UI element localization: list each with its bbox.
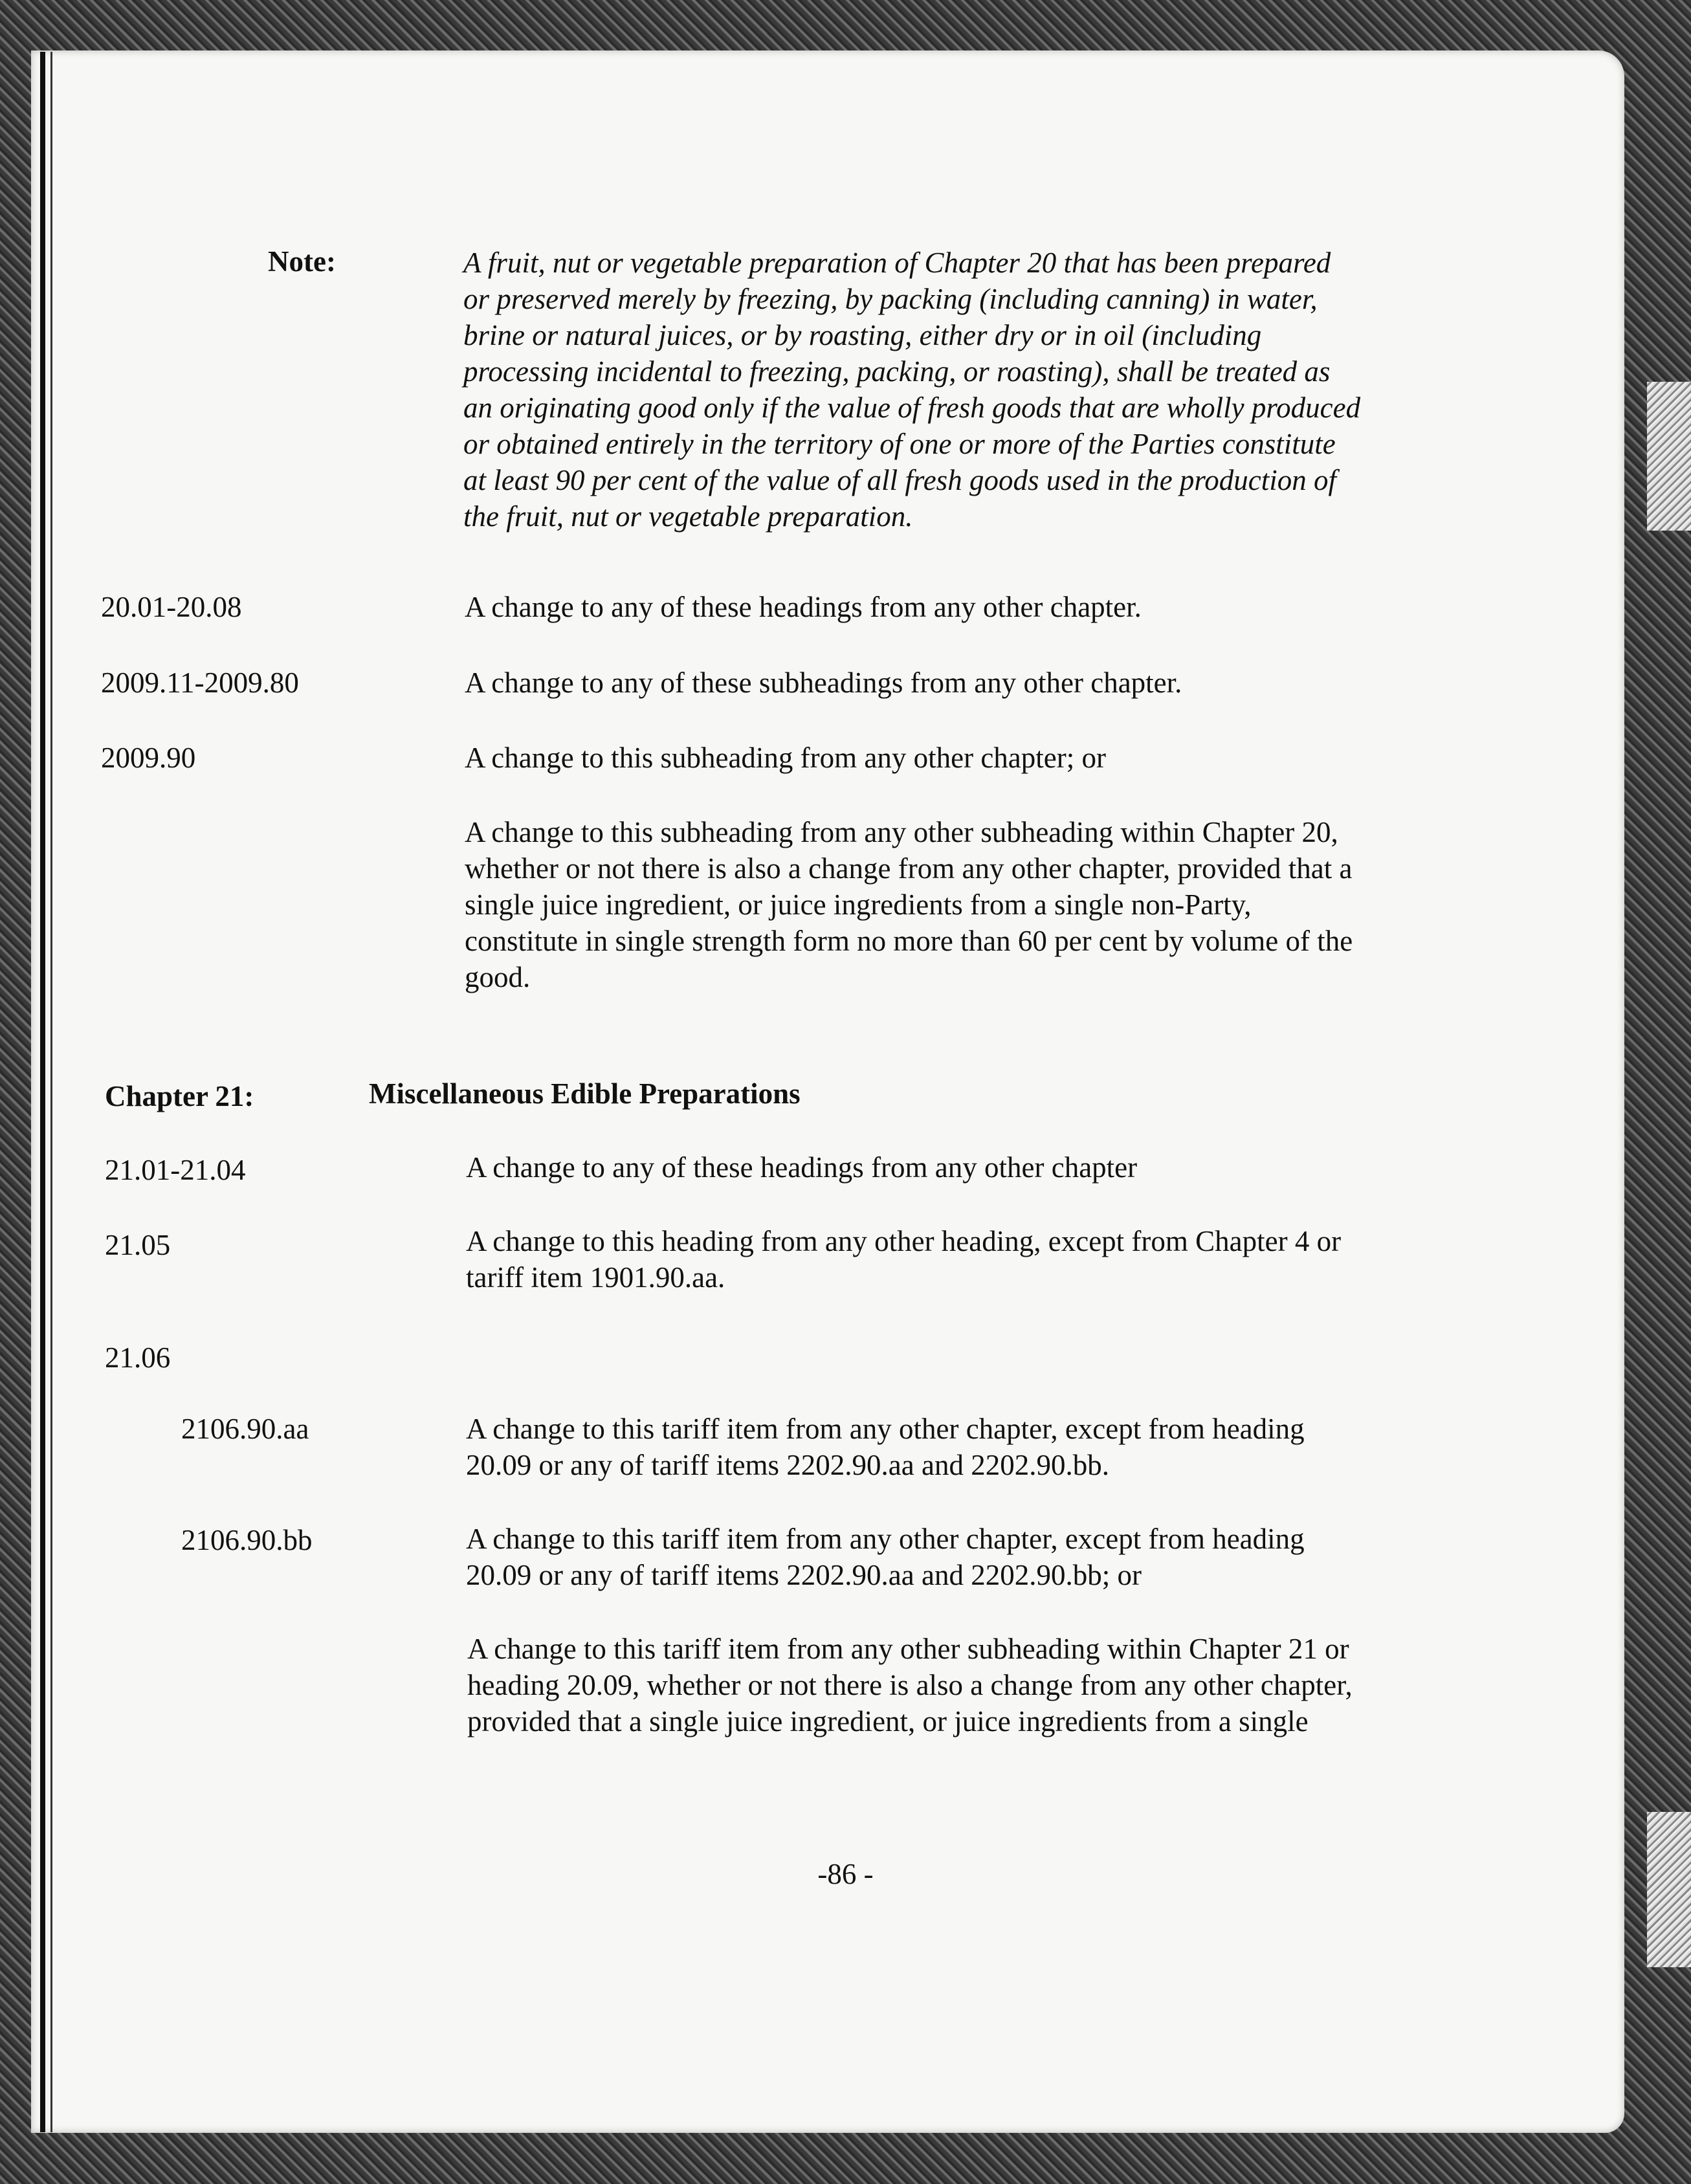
rule-line: A change to this subheading from any other subheading within Chapter 20,: [465, 816, 1338, 848]
rule-line: constitute in single strength form no more than 60 per cent by volume of the: [465, 925, 1353, 957]
rule-line: tariff item 1901.90.aa.: [466, 1261, 725, 1294]
rule-text: [466, 1149, 1137, 1186]
binding-edge: [40, 52, 45, 2132]
rule-code: 2009.11-2009.80: [101, 667, 299, 699]
rule-line: A change to this heading from any other heading, except from Chapter 4 or: [466, 1225, 1342, 1257]
rule-code: 20.01-20.08: [101, 591, 242, 623]
rule-line: A change to any of these subheadings from any other chapter.: [465, 667, 1182, 699]
note-line: brine or natural juices, or by roasting, either dry or in oil (including: [463, 319, 1262, 351]
chapter-title: Miscellaneous Edible Preparations: [369, 1077, 801, 1110]
rule-code: 2106.90.bb: [181, 1524, 313, 1556]
rule-text: [465, 814, 1353, 995]
rule-line: whether or not there is also a change from any other chapter, provided that a: [465, 852, 1353, 885]
rule-line: heading 20.09, whether or not there is also a change from any other chapter,: [467, 1669, 1353, 1701]
rule-line: single juice ingredient, or juice ingredients from a single non-Party,: [465, 888, 1252, 921]
rule-text: [465, 740, 1106, 776]
note-line: or obtained entirely in the territory of one or more of the Parties constitute: [463, 428, 1336, 460]
rule-line: 20.09 or any of tariff items 2202.90.aa and 2202.90.bb; or: [466, 1559, 1142, 1591]
note-label: Note:: [268, 245, 336, 278]
note-line: at least 90 per cent of the value of all fresh goods used in the production of: [463, 464, 1336, 496]
rule-code: 21.01-21.04: [105, 1154, 246, 1186]
note-line: processing incidental to freezing, packing, or roasting), shall be treated as: [463, 355, 1331, 388]
note-line: or preserved merely by freezing, by packing (including canning) in water,: [463, 283, 1318, 315]
rule-text: [465, 665, 1182, 701]
rule-line: A change to this tariff item from any other chapter, except from heading: [466, 1413, 1305, 1445]
rule-code: 21.05: [105, 1229, 171, 1261]
rule-text: [466, 1521, 1305, 1593]
chapter-label: Chapter 21:: [105, 1080, 254, 1112]
rule-code: 21.06: [105, 1341, 171, 1374]
scan-artifact-tab: [1647, 382, 1691, 531]
rule-code: 2106.90.aa: [181, 1413, 309, 1445]
rule-text: [465, 589, 1142, 625]
rule-code: 2009.90: [101, 742, 196, 774]
rule-line: A change to any of these headings from any other chapter.: [465, 591, 1142, 623]
rule-line: A change to this subheading from any other chapter; or: [465, 742, 1106, 774]
rule-line: good.: [465, 961, 531, 993]
note-line: an originating good only if the value of fresh goods that are wholly produced: [463, 392, 1361, 424]
rule-text: [466, 1411, 1305, 1483]
binding-edge-inner: [50, 52, 52, 2132]
note-line: the fruit, nut or vegetable preparation.: [463, 500, 913, 533]
note-line: A fruit, nut or vegetable preparation of Chapter 20 that has been prepared: [463, 247, 1331, 279]
rule-text: [466, 1223, 1341, 1296]
rule-line: provided that a single juice ingredient, or juice ingredients from a single: [467, 1705, 1309, 1737]
rule-line: 20.09 or any of tariff items 2202.90.aa and 2202.90.bb.: [466, 1449, 1109, 1481]
rule-line: A change to this tariff item from any other chapter, except from heading: [466, 1523, 1305, 1555]
rule-line: A change to this tariff item from any other subheading within Chapter 21 or: [467, 1633, 1349, 1665]
rule-line: A change to any of these headings from any other chapter: [466, 1151, 1138, 1184]
rule-text: [467, 1631, 1353, 1739]
note-text: [463, 245, 1360, 535]
page-number: -86 -: [817, 1858, 874, 1890]
